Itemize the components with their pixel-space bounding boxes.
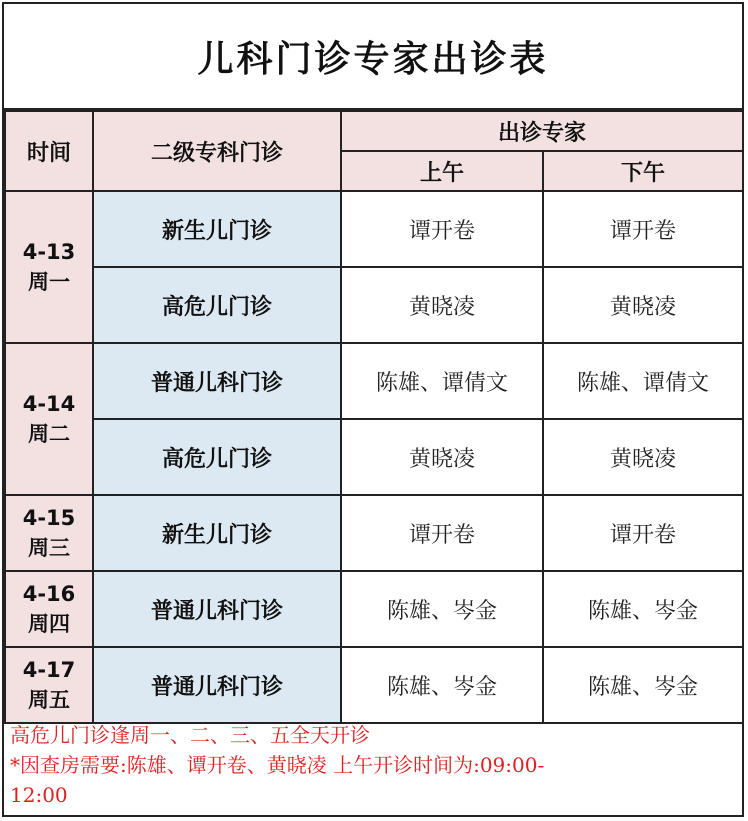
table-row <box>5 343 743 419</box>
weekday-label: 周二 <box>28 422 70 446</box>
schedule-table <box>4 110 744 724</box>
date-label: 4-15 <box>22 506 76 530</box>
weekday-label: 周五 <box>28 688 70 712</box>
pm-doctor-cell: 陈雄、岑金 <box>543 571 743 647</box>
pm-doctor-cell: 黄晓凌 <box>543 267 743 343</box>
pm-doctor-cell: 陈雄、岑金 <box>543 647 743 723</box>
date-cell <box>5 191 93 343</box>
dept-cell: 新生儿门诊 <box>93 495 341 571</box>
schedule-frame <box>2 2 744 817</box>
header-experts: 出诊专家 <box>341 111 743 151</box>
weekday-label: 周三 <box>28 536 70 560</box>
pm-doctor-cell: 陈雄、谭倩文 <box>543 343 743 419</box>
dept-cell: 新生儿门诊 <box>93 191 341 267</box>
date-cell <box>5 343 93 495</box>
notes-block <box>4 720 742 810</box>
am-doctor-cell: 谭开卷 <box>341 191 543 267</box>
table-row <box>5 495 743 571</box>
dept-cell: 高危儿门诊 <box>93 267 341 343</box>
table-row <box>5 191 743 267</box>
dept-cell: 普通儿科门诊 <box>93 571 341 647</box>
pm-doctor-cell: 黄晓凌 <box>543 419 743 495</box>
am-doctor-cell: 陈雄、岑金 <box>341 647 543 723</box>
am-doctor-cell: 陈雄、谭倩文 <box>341 343 543 419</box>
dept-cell: 普通儿科门诊 <box>93 647 341 723</box>
date-label: 4-14 <box>22 392 76 416</box>
header-dept: 二级专科门诊 <box>93 111 341 191</box>
table-row <box>5 647 743 723</box>
date-label: 4-17 <box>22 658 76 682</box>
date-cell <box>5 647 93 723</box>
note-line-3: 12:00 <box>10 783 68 807</box>
note-line-2: *因查房需要:陈雄、谭开卷、黄晓凌 上午开诊时间为:09:00- <box>10 753 545 777</box>
weekday-label: 周四 <box>28 612 70 636</box>
table-row <box>5 419 743 495</box>
dept-cell: 普通儿科门诊 <box>93 343 341 419</box>
pm-doctor-cell: 谭开卷 <box>543 495 743 571</box>
date-label: 4-13 <box>22 240 76 264</box>
header-time: 时间 <box>5 111 93 191</box>
table-row <box>5 571 743 647</box>
header-am: 上午 <box>341 151 543 191</box>
am-doctor-cell: 谭开卷 <box>341 495 543 571</box>
am-doctor-cell: 陈雄、岑金 <box>341 571 543 647</box>
am-doctor-cell: 黄晓凌 <box>341 419 543 495</box>
table-row <box>5 267 743 343</box>
note-line-1: 高危儿门诊逢周一、二、三、五全天开诊 <box>10 723 370 747</box>
am-doctor-cell: 黄晓凌 <box>341 267 543 343</box>
dept-cell: 高危儿门诊 <box>93 419 341 495</box>
pm-doctor-cell: 谭开卷 <box>543 191 743 267</box>
header-pm: 下午 <box>543 151 743 191</box>
weekday-label: 周一 <box>28 270 70 294</box>
date-cell <box>5 495 93 571</box>
date-label: 4-16 <box>22 582 76 606</box>
date-cell <box>5 571 93 647</box>
page-title: 儿科门诊专家出诊表 <box>4 4 742 110</box>
